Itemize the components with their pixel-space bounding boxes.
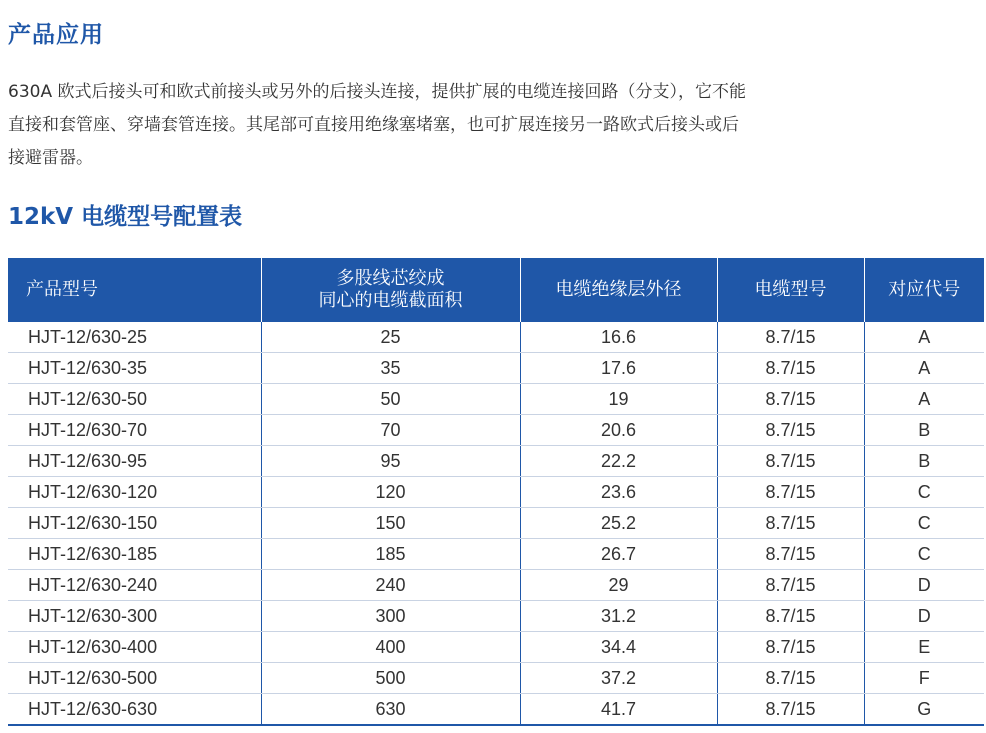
section-title-application: 产品应用 [8,22,104,48]
cell-cable-type: 8.7/15 [717,663,864,694]
cell-cross-section: 50 [261,384,520,415]
cell-cross-section: 120 [261,477,520,508]
header-cross-section-line1: 多股线芯绞成 [336,268,445,289]
cell-cable-type: 8.7/15 [717,601,864,632]
cell-insulation-od: 20.6 [520,415,717,446]
cell-insulation-od: 19 [520,384,717,415]
table-row [8,415,984,446]
table-row [8,477,984,508]
cell-code: B [864,415,984,446]
cell-cross-section: 35 [261,353,520,384]
cell-cross-section: 630 [261,694,520,726]
table-row [8,353,984,384]
cell-cross-section: 400 [261,632,520,663]
cell-insulation-od: 17.6 [520,353,717,384]
cell-code: A [864,322,984,353]
cell-code: B [864,446,984,477]
cell-cross-section: 70 [261,415,520,446]
section-title-config-table: 12kV 电缆型号配置表 [8,204,243,230]
cable-config-table [8,258,984,726]
table-header-row [8,258,984,322]
table-row [8,694,984,726]
cell-cable-type: 8.7/15 [717,446,864,477]
table-row [8,663,984,694]
application-paragraph [8,76,984,175]
cell-model: HJT-12/630-500 [8,663,261,694]
table-row [8,322,984,353]
cell-model: HJT-12/630-185 [8,539,261,570]
cell-code: C [864,508,984,539]
cell-model: HJT-12/630-400 [8,632,261,663]
cell-insulation-od: 26.7 [520,539,717,570]
header-code: 对应代号 [864,258,984,322]
cell-cable-type: 8.7/15 [717,384,864,415]
cell-model: HJT-12/630-95 [8,446,261,477]
paragraph-line: 直接和套管座、穿墙套管连接。其尾部可直接用绝缘塞堵塞，也可扩展连接另一路欧式后接头或后 [8,115,739,135]
cell-model: HJT-12/630-240 [8,570,261,601]
cell-cable-type: 8.7/15 [717,570,864,601]
cell-cross-section: 150 [261,508,520,539]
cell-code: D [864,570,984,601]
cell-code: A [864,384,984,415]
cell-code: G [864,694,984,726]
cell-model: HJT-12/630-70 [8,415,261,446]
cell-cable-type: 8.7/15 [717,632,864,663]
cell-code: E [864,632,984,663]
header-model: 产品型号 [8,258,261,322]
cell-cross-section: 95 [261,446,520,477]
cell-cross-section: 300 [261,601,520,632]
cell-model: HJT-12/630-300 [8,601,261,632]
cell-cross-section: 25 [261,322,520,353]
cell-model: HJT-12/630-50 [8,384,261,415]
cell-cable-type: 8.7/15 [717,353,864,384]
cell-insulation-od: 23.6 [520,477,717,508]
cell-insulation-od: 37.2 [520,663,717,694]
cell-model: HJT-12/630-150 [8,508,261,539]
cell-cable-type: 8.7/15 [717,694,864,726]
cell-model: HJT-12/630-120 [8,477,261,508]
cell-model: HJT-12/630-25 [8,322,261,353]
cell-code: F [864,663,984,694]
cell-cross-section: 185 [261,539,520,570]
table-row [8,570,984,601]
header-insulation-od: 电缆绝缘层外径 [520,258,717,322]
cell-code: C [864,539,984,570]
cell-cable-type: 8.7/15 [717,477,864,508]
cell-insulation-od: 25.2 [520,508,717,539]
cell-cable-type: 8.7/15 [717,322,864,353]
table-row [8,601,984,632]
paragraph-line: 接避雷器。 [8,148,93,168]
cell-insulation-od: 34.4 [520,632,717,663]
header-cross-section-line2: 同心的电缆截面积 [318,290,463,311]
cell-cable-type: 8.7/15 [717,508,864,539]
cell-cable-type: 8.7/15 [717,415,864,446]
cell-code: D [864,601,984,632]
cell-cross-section: 500 [261,663,520,694]
header-cross-section [261,258,520,322]
cell-model: HJT-12/630-630 [8,694,261,726]
table-row [8,632,984,663]
cell-model: HJT-12/630-35 [8,353,261,384]
cell-insulation-od: 31.2 [520,601,717,632]
table-row [8,446,984,477]
cell-insulation-od: 22.2 [520,446,717,477]
cell-insulation-od: 29 [520,570,717,601]
cell-insulation-od: 41.7 [520,694,717,726]
table-row [8,508,984,539]
cell-cable-type: 8.7/15 [717,539,864,570]
table-row [8,539,984,570]
cell-cross-section: 240 [261,570,520,601]
paragraph-line: 630A 欧式后接头可和欧式前接头或另外的后接头连接，提供扩展的电缆连接回路（分支），它不能 [8,82,746,102]
table-row [8,384,984,415]
cell-code: C [864,477,984,508]
header-cable-type: 电缆型号 [717,258,864,322]
cell-code: A [864,353,984,384]
cell-insulation-od: 16.6 [520,322,717,353]
